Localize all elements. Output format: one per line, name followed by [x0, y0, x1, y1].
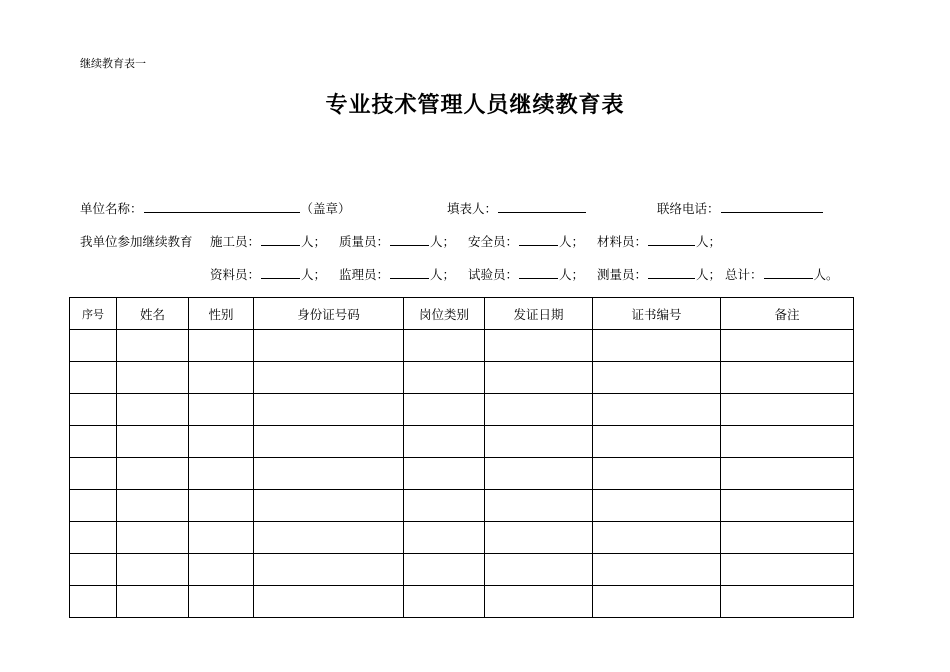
construction-count — [210, 232, 326, 250]
header-issue-date: 发证日期 — [485, 298, 593, 330]
table-row — [70, 490, 854, 522]
cell-gender[interactable] — [189, 586, 254, 618]
cell-issue-date[interactable] — [485, 490, 593, 522]
person-unit: 人； — [696, 234, 722, 249]
cell-cert-number[interactable] — [593, 362, 721, 394]
total-count — [725, 265, 839, 283]
cell-issue-date[interactable] — [485, 458, 593, 490]
cell-remarks[interactable] — [721, 586, 854, 618]
construction-blank[interactable] — [261, 232, 300, 246]
table-row — [70, 362, 854, 394]
cell-id-number[interactable] — [254, 394, 404, 426]
page-title: 专业技术管理人员继续教育表 — [325, 92, 625, 118]
cell-gender[interactable] — [189, 522, 254, 554]
supervision-label: 监理员： — [339, 267, 390, 282]
cell-name[interactable] — [117, 458, 189, 490]
cell-position[interactable] — [404, 362, 485, 394]
table-row — [70, 458, 854, 490]
cell-seq[interactable] — [70, 330, 117, 362]
filler-field — [447, 199, 587, 217]
header-seq: 序号 — [70, 298, 117, 330]
cell-id-number[interactable] — [254, 458, 404, 490]
person-unit: 人； — [430, 267, 456, 282]
cell-id-number[interactable] — [254, 586, 404, 618]
table-row — [70, 554, 854, 586]
cell-gender[interactable] — [189, 458, 254, 490]
cell-issue-date[interactable] — [485, 362, 593, 394]
safety-blank[interactable] — [519, 232, 558, 246]
quality-label: 质量员： — [339, 234, 390, 249]
cell-seq[interactable] — [70, 490, 117, 522]
education-table — [69, 297, 854, 618]
cell-remarks[interactable] — [721, 554, 854, 586]
filler-blank[interactable] — [498, 199, 586, 213]
construction-label: 施工员： — [210, 234, 261, 249]
cell-gender[interactable] — [189, 426, 254, 458]
cell-name[interactable] — [117, 490, 189, 522]
cell-issue-date[interactable] — [485, 522, 593, 554]
testing-blank[interactable] — [519, 265, 558, 279]
cell-cert-number[interactable] — [593, 458, 721, 490]
cell-id-number[interactable] — [254, 330, 404, 362]
table-row — [70, 426, 854, 458]
header-cert-number: 证书编号 — [593, 298, 721, 330]
header-position: 岗位类别 — [404, 298, 485, 330]
cell-remarks[interactable] — [721, 522, 854, 554]
cell-id-number[interactable] — [254, 426, 404, 458]
cell-gender[interactable] — [189, 330, 254, 362]
cell-position[interactable] — [404, 586, 485, 618]
safety-label: 安全员： — [468, 234, 519, 249]
table-row — [70, 586, 854, 618]
cell-position[interactable] — [404, 490, 485, 522]
cell-id-number[interactable] — [254, 362, 404, 394]
cell-gender[interactable] — [189, 554, 254, 586]
cell-position[interactable] — [404, 426, 485, 458]
cell-cert-number[interactable] — [593, 554, 721, 586]
phone-field — [657, 199, 824, 217]
cell-issue-date[interactable] — [485, 554, 593, 586]
cell-cert-number[interactable] — [593, 394, 721, 426]
supervision-count — [339, 265, 455, 283]
cell-name[interactable] — [117, 330, 189, 362]
cell-issue-date[interactable] — [485, 330, 593, 362]
cell-seq[interactable] — [70, 458, 117, 490]
total-unit: 人。 — [813, 267, 839, 282]
material-count — [597, 232, 721, 250]
testing-count — [468, 265, 584, 283]
person-unit: 人； — [301, 234, 327, 249]
person-unit: 人； — [559, 234, 585, 249]
cell-name[interactable] — [117, 394, 189, 426]
quality-count — [339, 232, 455, 250]
survey-blank[interactable] — [648, 265, 695, 279]
cell-position[interactable] — [404, 554, 485, 586]
document-label: 资料员： — [210, 267, 261, 282]
cell-name[interactable] — [117, 362, 189, 394]
material-label: 材料员： — [597, 234, 648, 249]
header-gender: 性别 — [189, 298, 254, 330]
cell-name[interactable] — [117, 426, 189, 458]
table-row — [70, 522, 854, 554]
survey-count — [597, 265, 721, 283]
quality-blank[interactable] — [390, 232, 429, 246]
person-unit: 人； — [301, 267, 327, 282]
cell-position[interactable] — [404, 522, 485, 554]
material-blank[interactable] — [648, 232, 695, 246]
table-row — [70, 330, 854, 362]
cell-cert-number[interactable] — [593, 330, 721, 362]
header-name: 姓名 — [117, 298, 189, 330]
cell-cert-number[interactable] — [593, 522, 721, 554]
cell-name[interactable] — [117, 586, 189, 618]
unit-name-label: 单位名称： — [80, 201, 143, 216]
participants-intro-label: 我单位参加继续教育 — [80, 234, 193, 249]
filler-label: 填表人： — [447, 201, 498, 216]
person-unit: 人； — [559, 267, 585, 282]
cell-id-number[interactable] — [254, 522, 404, 554]
cell-name[interactable] — [117, 554, 189, 586]
document-blank[interactable] — [261, 265, 300, 279]
total-label: 总计： — [725, 267, 763, 282]
cell-seq[interactable] — [70, 522, 117, 554]
cell-cert-number[interactable] — [593, 490, 721, 522]
document-count — [210, 265, 326, 283]
cell-issue-date[interactable] — [485, 394, 593, 426]
cell-remarks[interactable] — [721, 426, 854, 458]
safety-count — [468, 232, 584, 250]
survey-label: 测量员： — [597, 267, 648, 282]
supervision-blank[interactable] — [390, 265, 429, 279]
table-header-row — [70, 298, 854, 330]
cell-position[interactable] — [404, 394, 485, 426]
cell-cert-number[interactable] — [593, 426, 721, 458]
unit-name-blank[interactable] — [144, 199, 300, 213]
cell-issue-date[interactable] — [485, 586, 593, 618]
cell-remarks[interactable] — [721, 458, 854, 490]
cell-gender[interactable] — [189, 362, 254, 394]
testing-label: 试验员： — [468, 267, 519, 282]
cell-remarks[interactable] — [721, 330, 854, 362]
cell-seq[interactable] — [70, 394, 117, 426]
participants-intro — [80, 232, 193, 250]
cell-name[interactable] — [117, 522, 189, 554]
cell-position[interactable] — [404, 458, 485, 490]
seal-label: （盖章） — [300, 201, 351, 216]
unit-name-field — [80, 199, 351, 217]
cell-seq[interactable] — [70, 554, 117, 586]
table-row — [70, 394, 854, 426]
cell-issue-date[interactable] — [485, 426, 593, 458]
header-remarks: 备注 — [721, 298, 854, 330]
total-blank[interactable] — [764, 265, 813, 279]
header-id-number: 身份证号码 — [254, 298, 404, 330]
cell-remarks[interactable] — [721, 394, 854, 426]
cell-remarks[interactable] — [721, 362, 854, 394]
phone-label: 联络电话： — [657, 201, 720, 216]
cell-gender[interactable] — [189, 490, 254, 522]
phone-blank[interactable] — [721, 199, 823, 213]
cell-position[interactable] — [404, 330, 485, 362]
cell-id-number[interactable] — [254, 554, 404, 586]
form-code-label: 继续教育表一 — [80, 57, 146, 70]
cell-seq[interactable] — [70, 362, 117, 394]
cell-cert-number[interactable] — [593, 586, 721, 618]
table-body — [70, 330, 854, 618]
cell-id-number[interactable] — [254, 490, 404, 522]
person-unit: 人； — [696, 267, 722, 282]
person-unit: 人； — [430, 234, 456, 249]
cell-seq[interactable] — [70, 426, 117, 458]
cell-seq[interactable] — [70, 586, 117, 618]
cell-gender[interactable] — [189, 394, 254, 426]
cell-remarks[interactable] — [721, 490, 854, 522]
